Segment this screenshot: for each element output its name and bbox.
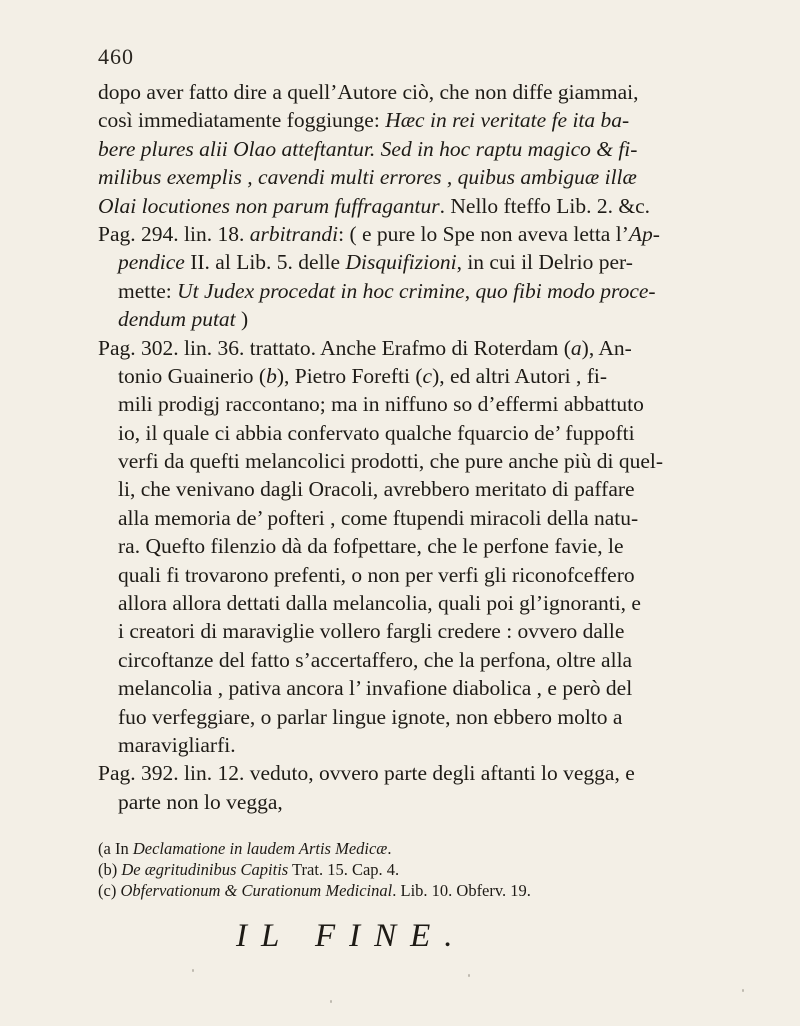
text-run: . bbox=[387, 839, 392, 858]
text-run: , in cui il Delrio per- bbox=[456, 250, 633, 275]
text-run: (c) bbox=[98, 881, 121, 900]
text-line bbox=[98, 759, 766, 787]
text-run: maravigliarfi. bbox=[118, 732, 236, 757]
text-run: melancolia , pativa ancora l’ invafione diabolica , e però del bbox=[118, 676, 633, 701]
text-line bbox=[98, 703, 766, 731]
text-line bbox=[98, 532, 766, 560]
text-run: allora allora dettati dalla melancolia, quali poi gl’ignoranti, e bbox=[118, 591, 641, 616]
text-run: Pag. 294. lin. 18. bbox=[98, 221, 250, 246]
italic-text: bere plures alii Olao atteftantur. Sed in hoc raptu magico & fi- bbox=[98, 136, 638, 161]
text-run: ra. Quefto filenzio dà da fofpettare, che le perfone favie, le bbox=[118, 534, 624, 559]
text-line bbox=[98, 305, 766, 333]
text-line bbox=[98, 447, 766, 475]
footnotes bbox=[98, 838, 766, 901]
text-line bbox=[98, 617, 766, 645]
italic-text: quo fibi modo proce- bbox=[475, 278, 656, 303]
text-line bbox=[98, 561, 766, 589]
main-text bbox=[98, 78, 766, 816]
italic-text: dendum putat bbox=[118, 307, 236, 332]
text-line bbox=[98, 504, 766, 532]
italic-text: a bbox=[570, 335, 582, 360]
text-run: quali fi trovarono prefenti, o non per verfi gli riconofceffero bbox=[118, 562, 635, 587]
italic-text: Hæc in rei veritate fe ita ba- bbox=[385, 108, 630, 133]
text-run: alla memoria de’ pofteri , come ftupendi miracoli della natu- bbox=[118, 505, 639, 530]
italic-text: De ægritudinibus Capitis bbox=[121, 860, 289, 879]
italic-text: pendice bbox=[118, 250, 185, 275]
italic-text: Ap- bbox=[628, 221, 660, 246]
text-run: mili prodigj raccontano; ma in niffuno so d’effermi abbattuto bbox=[118, 392, 644, 417]
text-line bbox=[98, 192, 766, 220]
text-line bbox=[98, 419, 766, 447]
text-line bbox=[98, 277, 766, 305]
finis-title: IL FINE. bbox=[236, 918, 467, 954]
text-run: ), An- bbox=[581, 335, 632, 360]
italic-text: milibus exemplis , cavendi multi errores , quibus ambiguæ illæ bbox=[98, 165, 637, 190]
text-run: ), ed altri Autori , fi- bbox=[432, 363, 608, 388]
text-run: ) bbox=[235, 307, 249, 332]
italic-text: Declamatione in laudem Artis Medicæ bbox=[132, 839, 388, 858]
text-line bbox=[98, 674, 766, 702]
text-line bbox=[98, 106, 766, 134]
text-run: (a In bbox=[98, 839, 133, 858]
text-run: . Lib. 10. Obferv. 19. bbox=[392, 881, 531, 900]
text-run: II. al Lib. 5. delle bbox=[184, 250, 346, 275]
text-run: verfi da quefti melancolici prodotti, che pure anche più di quel- bbox=[118, 449, 664, 474]
text-run: i creatori di maraviglie vollero fargli credere : ovvero dalle bbox=[118, 619, 625, 644]
text-line bbox=[98, 731, 766, 759]
text-line bbox=[98, 390, 766, 418]
text-line bbox=[98, 220, 766, 248]
text-run: io, il quale ci abbia confervato qualche fquarcio de’ fuppofti bbox=[118, 420, 635, 445]
text-run: . Nello fteffo Lib. 2. &c. bbox=[439, 193, 650, 218]
italic-text: arbitrandi bbox=[249, 221, 339, 246]
paper-speck bbox=[742, 989, 744, 992]
italic-text: b bbox=[266, 363, 277, 388]
text-run: Pag. 302. lin. 36. trattato. Anche Erafmo di Roterdam ( bbox=[98, 335, 571, 360]
text-line bbox=[98, 788, 766, 816]
paper-speck bbox=[330, 1000, 332, 1003]
page-number: 460 bbox=[98, 44, 134, 69]
footnote-line bbox=[98, 880, 766, 901]
italic-text: Disquifizioni bbox=[345, 250, 457, 275]
text-line bbox=[98, 362, 766, 390]
text-run: dopo aver fatto dire a quell’Autore ciò, che non diffe giammai, bbox=[98, 80, 639, 104]
text-run: così immediatamente foggiunge: bbox=[98, 108, 386, 133]
text-run: : ( e pure lo Spe non aveva letta l’ bbox=[338, 221, 629, 246]
italic-text: Obfervationum & Curationum Medicinal bbox=[120, 881, 393, 900]
text-line bbox=[98, 78, 766, 106]
text-line bbox=[98, 475, 766, 503]
text-line bbox=[98, 163, 766, 191]
text-run: , bbox=[464, 278, 476, 303]
text-line bbox=[98, 646, 766, 674]
text-run: Pag. 392. lin. 12. veduto, ovvero parte degli aftanti lo vegga, e bbox=[98, 761, 635, 786]
text-line bbox=[98, 589, 766, 617]
text-run: parte non lo vegga, bbox=[118, 789, 283, 814]
footnote-line bbox=[98, 838, 766, 859]
text-run: fuo verfeggiare, o parlar lingue ignote, non ebbero molto a bbox=[118, 704, 623, 729]
text-run: circoftanze del fatto s’accertaffero, che la perfona, oltre alla bbox=[118, 647, 633, 672]
text-run: mette: bbox=[118, 278, 178, 303]
text-run: li, che venivano dagli Oracoli, avrebbero meritato di paffare bbox=[118, 477, 635, 502]
text-line bbox=[98, 248, 766, 276]
text-line bbox=[98, 135, 766, 163]
italic-text: Ut Judex procedat in hoc crimine bbox=[177, 278, 465, 303]
italic-text: Olai locutiones non parum fuffragantur bbox=[98, 193, 440, 218]
italic-text: c bbox=[422, 363, 433, 388]
text-run: ), Pietro Forefti ( bbox=[276, 363, 423, 388]
text-line bbox=[98, 334, 766, 362]
paper-speck bbox=[192, 969, 194, 972]
text-run: tonio Guainerio ( bbox=[118, 363, 267, 388]
text-run: (b) bbox=[98, 860, 122, 879]
text-run: Trat. 15. Cap. 4. bbox=[288, 860, 400, 879]
footnote-line bbox=[98, 859, 766, 880]
paper-speck bbox=[468, 974, 470, 977]
